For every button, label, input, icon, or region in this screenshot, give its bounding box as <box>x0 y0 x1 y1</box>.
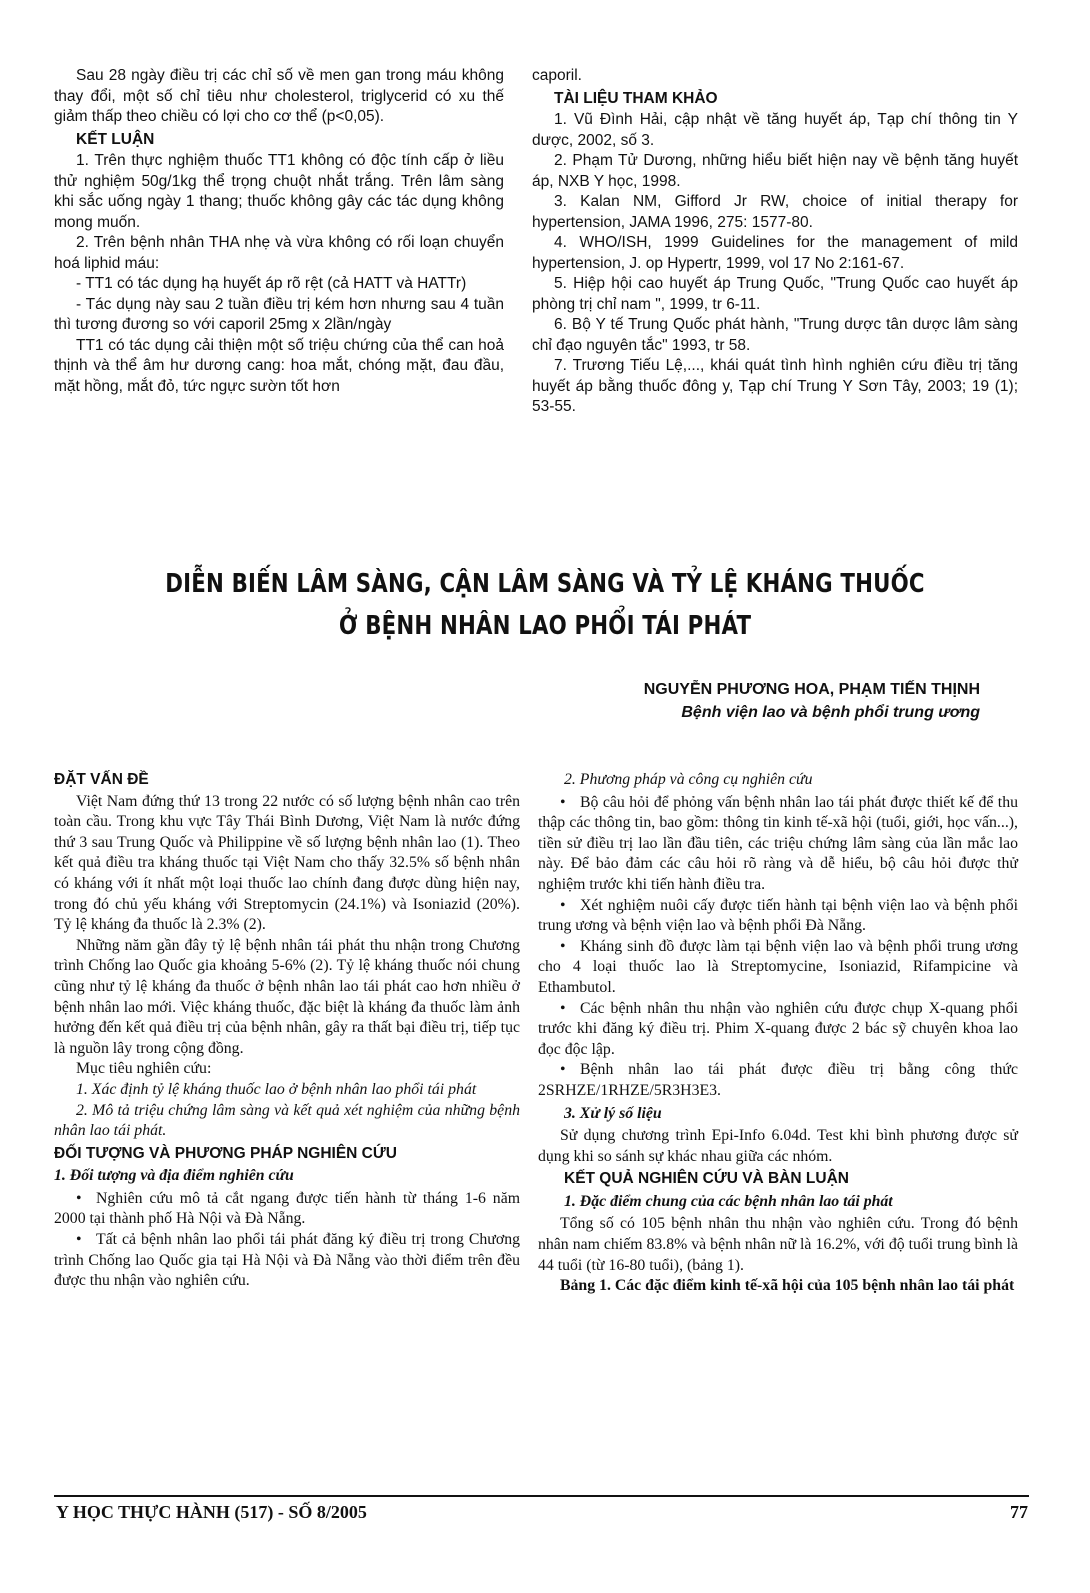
subsection-heading: 2. Phương pháp và công cụ nghiên cứu <box>564 771 813 788</box>
bullet-item <box>538 793 1018 896</box>
bullet-icon: • <box>560 793 566 811</box>
affiliation: Bệnh viện lao và bệnh phổi trung ương <box>681 704 980 721</box>
paragraph: - Tác dụng này sau 2 tuần điều trị kém hơn nhưng sau 4 tuần thì tương đương so với caporil 25mg x 2lần/ngày <box>54 295 504 333</box>
subsection-heading: 1. Đặc điểm chung của các bệnh nhân lao tái phát <box>564 1192 893 1210</box>
page-number: 77 <box>1010 1502 1028 1522</box>
reference-item: 2. Phạm Tử Dương, những hiểu biết hiện nay về bệnh tăng huyết áp, NXB Y học, 1998. <box>532 152 1018 190</box>
reference-item: 4. WHO/ISH, 1999 Guidelines for the management of mild hypertension, J. op Hypertr, 1999, vol 17 No 2:161-67. <box>532 234 1018 272</box>
bullet-item <box>538 937 1018 999</box>
paragraph: Việt Nam đứng thứ 13 trong 22 nước có số lượng bệnh nhân cao trên toàn cầu. Trong khu vực Tây Thái Bình Dương, Việt Nam là nước đứng thứ 3 sau Trung Quốc và Philippine về số lượng bệnh nhân lao (1). Theo kết quả điều tra kháng thuốc tại Việt Nam cho thấy 32.5% số bệnh nhân có kháng với ít nhất một loại thuốc lao chính đang được dùng hiện nay, trong đó chủ yếu kháng với Streptomycin (24.1%) và Isoniazid (20%). Tỷ lệ kháng đa thuốc là 2.3% (2). <box>54 792 520 934</box>
section-heading: KẾT QUẢ NGHIÊN CỨU VÀ BÀN LUẬN <box>564 1170 849 1188</box>
bullet-item <box>538 1060 1018 1101</box>
paragraph: Tổng số có 105 bệnh nhân thu nhận vào nghiên cứu. Trong đó bệnh nhân nam chiếm 83.8% và bệnh nhân nữ là 16.2%, với độ tuổi trung bình là 44 tuổi (từ 16-80 tuổi), (bảng 1). <box>538 1215 1018 1274</box>
article-title <box>98 563 992 647</box>
objective-item: 1. Xác định tỷ lệ kháng thuốc lao ở bệnh nhân lao phổi tái phát <box>76 1080 477 1098</box>
bullet-text: Kháng sinh đồ được làm tại bệnh viện lao và bệnh phổi trung ương cho 4 loại thuốc lao là Streptomycine, Isoniazid, Rifampicine và Ethambutol. <box>538 937 1018 996</box>
bullet-icon: • <box>76 1189 82 1207</box>
bullet-text: Các bệnh nhân thu nhận vào nghiên cứu được chụp X-quang phổi trước khi đăng ký điều trị. Phim X-quang được 2 bác sỹ chuyên khoa lao đọc độc lập. <box>538 999 1018 1058</box>
footer-divider <box>54 1495 1029 1497</box>
bullet-icon: • <box>76 1231 82 1249</box>
section-heading: KẾT LUẬN <box>76 130 155 148</box>
paragraph: caporil. <box>532 67 582 84</box>
section-heading: ĐẶT VẤN ĐỀ <box>54 771 149 788</box>
bullet-item <box>54 1230 520 1292</box>
paragraph: Mục tiêu nghiên cứu: <box>76 1060 212 1078</box>
paragraph: 2. Trên bệnh nhân THA nhẹ và vừa không có rối loạn chuyển hoá liphid máu: <box>54 234 504 272</box>
reference-item: 6. Bộ Y tế Trung Quốc phát hành, "Trung dược tân dược lâm sàng chỉ đạo nguyên tắc" 1993, tr 58. <box>532 316 1018 354</box>
article-title-line-2: Ở BỆNH NHÂN LAO PHỔI TÁI PHÁT <box>338 611 752 641</box>
references-heading: TÀI LIỆU THAM KHẢO <box>554 89 718 107</box>
bullet-item <box>538 999 1018 1061</box>
bullet-icon: • <box>560 937 566 955</box>
authors: NGUYỄN PHƯƠNG HOA, PHẠM TIẾN THỊNH <box>643 681 980 698</box>
objective-item: 2. Mô tả triệu chứng lâm sàng và kết quả xét nghiệm của những bệnh nhân lao tái phát. <box>54 1101 520 1140</box>
reference-item: 3. Kalan NM, Gifford Jr RW, choice of initial therapy for hypertension, JAMA 1996, 275: 1577-80. <box>532 193 1018 231</box>
paragraph: Sử dụng chương trình Epi-Info 6.04d. Test khi bình phương được sử dụng khi so sánh sự khác nhau giữa các nhóm. <box>538 1127 1018 1165</box>
bullet-item <box>538 896 1018 937</box>
article-right-column <box>538 768 1018 1297</box>
paragraph: - TT1 có tác dụng hạ huyết áp rõ rệt (cả HATT và HATTr) <box>76 275 467 292</box>
bullet-text: Bệnh nhân lao tái phát được điều trị bằng công thức 2SRHZE/1RHZE/5R3H3E3. <box>538 1061 1018 1099</box>
prev-article-right-column <box>532 66 1018 418</box>
paragraph: Sau 28 ngày điều trị các chỉ số về men gan trong máu không thay đổi, một số chỉ tiêu như cholesterol, triglycerid có xu thế giảm thấp theo chiều có lợi cho cơ thể (p<0,05). <box>54 67 504 125</box>
bullet-text: Nghiên cứu mô tả cắt ngang được tiến hành từ tháng 1-6 năm 2000 tại thành phố Hà Nội và Đà Nẵng. <box>54 1189 520 1228</box>
bullet-text: Tất cả bệnh nhân lao phổi tái phát đăng ký điều trị trong Chương trình Chống lao Quốc gia tại Hà Nội và Đà Nẵng vào thời điểm trên đều được thu nhận vào nghiên cứu. <box>54 1231 520 1290</box>
reference-item: 1. Vũ Đình Hải, cập nhật về tăng huyết áp, Tạp chí thông tin Y dược, 2002, số 3. <box>532 111 1018 149</box>
bullet-icon: • <box>560 999 566 1017</box>
reference-item: 5. Hiệp hội cao huyết áp Trung Quốc, "Trung Quốc cao huyết áp phòng trị chỉ nam ", 1999, tr 6-11. <box>532 275 1018 313</box>
prev-article-left-column <box>54 66 504 397</box>
bullet-text: Bộ câu hỏi để phỏng vấn bệnh nhân lao tái phát được thiết kế để thu thập các thông tin, bao gồm: thông tin kinh tế-xã hội (tuổi, giới, học vấn...), tiền sử điều trị lao lần đầu tiên, các triệu chứng lâm sàng của lần mắc lao này. Để bảo đảm các câu hỏi rõ ràng và dễ hiểu, bộ câu hỏi được thử nghiệm trước khi tiến hành điều tra. <box>538 793 1018 893</box>
bullet-icon: • <box>560 1061 566 1079</box>
paragraph: TT1 có tác dụng cải thiện một số triệu chứng của thể can hoả thịnh và thể âm hư dương cang: hoa mắt, chóng mặt, đau đầu, mặt hồng, mắt đỏ, tức ngực sườn tốt hơn <box>54 336 504 395</box>
subsection-heading: 3. Xử lý số liệu <box>564 1104 662 1122</box>
author-block <box>644 678 980 724</box>
bullet-item <box>54 1189 520 1230</box>
paragraph: Những năm gần đây tỷ lệ bệnh nhân tái phát thu nhận trong Chương trình Chống lao Quốc gia khoảng 5-6% (2). Tỷ lệ kháng thuốc nói chung cũng như tỷ lệ kháng đa thuốc ở bệnh nhân lao tái phát cao hơn nhiều ở bệnh nhân lao mới. Việc kháng thuốc, đặc biệt là kháng đa thuốc làm ảnh hưởng đến kết quả điều trị của bệnh nhân, gây ra thất bại điều trị, tiếp tục là nguồn lây trong cộng đồng. <box>54 936 520 1057</box>
article-left-column <box>54 768 520 1292</box>
table-caption: Bảng 1. Các đặc điểm kinh tế-xã hội của 105 bệnh nhân lao tái phát <box>560 1277 1015 1295</box>
bullet-icon: • <box>560 896 566 914</box>
bullet-text: Xét nghiệm nuôi cấy được tiến hành tại bệnh viện lao và bệnh phổi trung ương và bệnh viện lao và bệnh phổi Đà Nẵng. <box>538 896 1018 935</box>
reference-item: 7. Trương Tiếu Lệ,..., khái quát tình hình nghiên cứu điều trị tăng huyết áp bằng thuốc đông y, Tạp chí Trung Y Sơn Tây, 2003; 19 (1); 53-55. <box>532 357 1018 415</box>
journal-footer: Y HỌC THỰC HÀNH (517) - SỐ 8/2005 <box>56 1502 367 1522</box>
section-heading: ĐỐI TƯỢNG VÀ PHƯƠNG PHÁP NGHIÊN CỨU <box>54 1144 397 1162</box>
subsection-heading: 1. Đối tượng và địa điểm nghiên cứu <box>54 1167 294 1185</box>
article-title-line-1: DIỄN BIẾN LÂM SÀNG, CẬN LÂM SÀNG VÀ TỶ LỆ KHÁNG THUỐC <box>165 569 925 599</box>
paragraph: 1. Trên thực nghiệm thuốc TT1 không có độc tính cấp ở liều thử nghiệm 50g/1kg thể trọng chuột nhắt trắng. Trên lâm sàng khi sắc uống ngày 1 thang; thuốc không gây các tác dụng không mong muốn. <box>54 152 504 231</box>
